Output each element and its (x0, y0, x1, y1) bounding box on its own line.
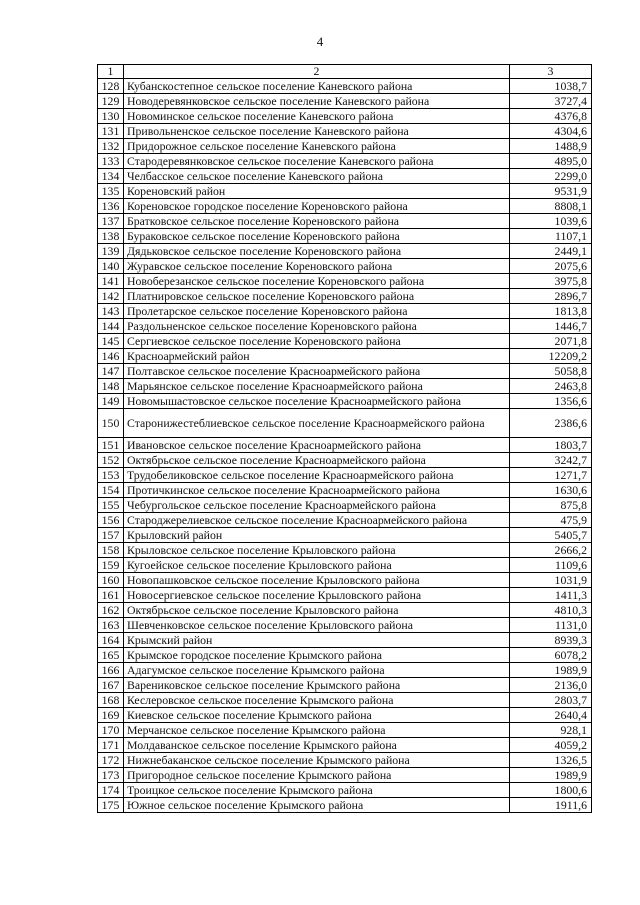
row-value: 1271,7 (510, 468, 592, 483)
row-number: 163 (98, 618, 124, 633)
table-row (98, 334, 592, 349)
row-name: Кореновское городское поселение Кореновского района (124, 199, 510, 214)
row-value: 8939,3 (510, 633, 592, 648)
row-name: Сергиевское сельское поселение Кореновского района (124, 334, 510, 349)
row-value: 2299,0 (510, 169, 592, 184)
table-row (98, 603, 592, 618)
row-value: 1813,8 (510, 304, 592, 319)
row-number: 155 (98, 498, 124, 513)
row-number: 164 (98, 633, 124, 648)
row-value: 1326,5 (510, 753, 592, 768)
row-name: Крымское городское поселение Крымского района (124, 648, 510, 663)
row-value: 2449,1 (510, 244, 592, 259)
row-number: 142 (98, 289, 124, 304)
table-row (98, 169, 592, 184)
row-number: 147 (98, 364, 124, 379)
row-value: 4895,0 (510, 154, 592, 169)
row-name: Дядьковское сельское поселение Кореновского района (124, 244, 510, 259)
row-value: 1038,7 (510, 79, 592, 94)
row-name: Придорожное сельское поселение Каневского района (124, 139, 510, 154)
table-row (98, 783, 592, 798)
table-row (98, 798, 592, 813)
row-value: 4059,2 (510, 738, 592, 753)
row-value: 2075,6 (510, 259, 592, 274)
row-value: 1989,9 (510, 768, 592, 783)
row-number: 157 (98, 528, 124, 543)
row-name: Братковское сельское поселение Кореновского района (124, 214, 510, 229)
row-value: 12209,2 (510, 349, 592, 364)
table-row (98, 124, 592, 139)
table-row (98, 94, 592, 109)
table-row (98, 678, 592, 693)
row-value: 3727,4 (510, 94, 592, 109)
row-number: 139 (98, 244, 124, 259)
table-row (98, 753, 592, 768)
table-row (98, 364, 592, 379)
row-name: Журавское сельское поселение Кореновского района (124, 259, 510, 274)
row-number: 132 (98, 139, 124, 154)
row-value: 1107,1 (510, 229, 592, 244)
table-row (98, 79, 592, 94)
table-row (98, 768, 592, 783)
table-row (98, 543, 592, 558)
row-name: Крыловский район (124, 528, 510, 543)
row-value: 2666,2 (510, 543, 592, 558)
row-name: Полтавское сельское поселение Красноармейского района (124, 364, 510, 379)
table-row (98, 738, 592, 753)
table-row (98, 139, 592, 154)
row-number: 162 (98, 603, 124, 618)
row-name: Адагумское сельское поселение Крымского района (124, 663, 510, 678)
table-row (98, 109, 592, 124)
row-name: Октябрьское сельское поселение Крыловского района (124, 603, 510, 618)
row-name: Новодеревянковское сельское поселение Каневского района (124, 94, 510, 109)
row-number: 166 (98, 663, 124, 678)
table-row (98, 259, 592, 274)
row-name: Мерчанское сельское поселение Крымского района (124, 723, 510, 738)
table-row (98, 349, 592, 364)
table-row (98, 498, 592, 513)
row-name: Новосергиевское сельское поселение Крыловского района (124, 588, 510, 603)
row-number: 135 (98, 184, 124, 199)
table-row (98, 154, 592, 169)
row-name: Староджерелиевское сельское поселение Красноармейского района (124, 513, 510, 528)
row-value: 2463,8 (510, 379, 592, 394)
table-header-row (98, 65, 592, 79)
row-number: 160 (98, 573, 124, 588)
table-row (98, 244, 592, 259)
row-number: 159 (98, 558, 124, 573)
row-value: 2136,0 (510, 678, 592, 693)
table-row (98, 573, 592, 588)
row-number: 140 (98, 259, 124, 274)
row-number: 168 (98, 693, 124, 708)
table-row (98, 483, 592, 498)
table-row (98, 184, 592, 199)
row-name: Раздольненское сельское поселение Кореновского района (124, 319, 510, 334)
row-name: Кеслеровское сельское поселение Крымского района (124, 693, 510, 708)
row-number: 134 (98, 169, 124, 184)
table-row (98, 588, 592, 603)
row-name: Челбасское сельское поселение Каневского района (124, 169, 510, 184)
row-value: 5058,8 (510, 364, 592, 379)
row-value: 1411,3 (510, 588, 592, 603)
row-value: 1356,6 (510, 394, 592, 409)
row-value: 1039,6 (510, 214, 592, 229)
row-number: 146 (98, 349, 124, 364)
column-header-name: 2 (124, 65, 510, 79)
row-value: 2896,7 (510, 289, 592, 304)
row-value: 475,9 (510, 513, 592, 528)
row-number: 130 (98, 109, 124, 124)
row-number: 137 (98, 214, 124, 229)
row-value: 1803,7 (510, 438, 592, 453)
table-row (98, 289, 592, 304)
column-header-number: 1 (98, 65, 124, 79)
row-name: Крыловское сельское поселение Крыловского района (124, 543, 510, 558)
table-row (98, 723, 592, 738)
table-row (98, 409, 592, 438)
row-number: 131 (98, 124, 124, 139)
table-row (98, 379, 592, 394)
row-name: Красноармейский район (124, 349, 510, 364)
row-number: 165 (98, 648, 124, 663)
row-number: 175 (98, 798, 124, 813)
row-value: 1630,6 (510, 483, 592, 498)
row-value: 1446,7 (510, 319, 592, 334)
table-row (98, 214, 592, 229)
row-value: 5405,7 (510, 528, 592, 543)
table-row (98, 199, 592, 214)
row-number: 149 (98, 394, 124, 409)
row-name: Трудобеликовское сельское поселение Красноармейского района (124, 468, 510, 483)
table-row (98, 274, 592, 289)
row-number: 167 (98, 678, 124, 693)
row-number: 148 (98, 379, 124, 394)
row-value: 1031,9 (510, 573, 592, 588)
row-name: Пригородное сельское поселение Крымского района (124, 768, 510, 783)
table-row (98, 558, 592, 573)
row-name: Шевченковское сельское поселение Крыловского района (124, 618, 510, 633)
column-header-value: 3 (510, 65, 592, 79)
table-row (98, 648, 592, 663)
page-number: 4 (316, 34, 324, 49)
row-name: Нижнебаканское сельское поселение Крымского района (124, 753, 510, 768)
table-row (98, 633, 592, 648)
row-name: Бураковское сельское поселение Кореновского района (124, 229, 510, 244)
row-name: Марьянское сельское поселение Красноармейского района (124, 379, 510, 394)
row-number: 129 (98, 94, 124, 109)
budget-table (97, 64, 592, 813)
row-name: Южное сельское поселение Крымского района (124, 798, 510, 813)
row-value: 1131,0 (510, 618, 592, 633)
row-value: 9531,9 (510, 184, 592, 199)
table-body (98, 79, 592, 813)
table-row (98, 618, 592, 633)
row-value: 3975,8 (510, 274, 592, 289)
table-row (98, 304, 592, 319)
table-row (98, 229, 592, 244)
row-number: 150 (98, 409, 124, 438)
row-value: 6078,2 (510, 648, 592, 663)
table-row (98, 453, 592, 468)
table-row (98, 708, 592, 723)
row-number: 136 (98, 199, 124, 214)
row-number: 152 (98, 453, 124, 468)
row-value: 2803,7 (510, 693, 592, 708)
row-name: Ивановское сельское поселение Красноармейского района (124, 438, 510, 453)
row-name: Кугоейское сельское поселение Крыловского района (124, 558, 510, 573)
row-name: Пролетарское сельское поселение Кореновского района (124, 304, 510, 319)
table-row (98, 319, 592, 334)
row-number: 151 (98, 438, 124, 453)
row-number: 173 (98, 768, 124, 783)
row-name: Стародеревянковское сельское поселение Каневского района (124, 154, 510, 169)
row-value: 8808,1 (510, 199, 592, 214)
row-value: 4376,8 (510, 109, 592, 124)
row-number: 144 (98, 319, 124, 334)
row-number: 141 (98, 274, 124, 289)
row-name: Новомышастовское сельское поселение Красноармейского района (124, 394, 510, 409)
row-number: 143 (98, 304, 124, 319)
row-name: Старонижестеблиевское сельское поселение Красноармейского района (124, 409, 510, 438)
row-value: 3242,7 (510, 453, 592, 468)
row-number: 170 (98, 723, 124, 738)
row-number: 156 (98, 513, 124, 528)
row-number: 161 (98, 588, 124, 603)
row-number: 145 (98, 334, 124, 349)
row-value: 1911,6 (510, 798, 592, 813)
row-name: Крымский район (124, 633, 510, 648)
row-name: Молдаванское сельское поселение Крымского района (124, 738, 510, 753)
table-row (98, 513, 592, 528)
row-name: Троицкое сельское поселение Крымского района (124, 783, 510, 798)
row-name: Киевское сельское поселение Крымского района (124, 708, 510, 723)
row-name: Новоберезанское сельское поселение Кореновского района (124, 274, 510, 289)
table-row (98, 663, 592, 678)
row-name: Октябрьское сельское поселение Красноармейского района (124, 453, 510, 468)
row-name: Новопашковское сельское поселение Крыловского района (124, 573, 510, 588)
row-name: Платнировское сельское поселение Кореновского района (124, 289, 510, 304)
row-number: 171 (98, 738, 124, 753)
row-name: Новоминское сельское поселение Каневского района (124, 109, 510, 124)
row-value: 875,8 (510, 498, 592, 513)
table-row (98, 693, 592, 708)
row-name: Кубанскостепное сельское поселение Каневского района (124, 79, 510, 94)
table-row (98, 528, 592, 543)
row-value: 2071,8 (510, 334, 592, 349)
row-number: 154 (98, 483, 124, 498)
row-value: 1109,6 (510, 558, 592, 573)
row-value: 1488,9 (510, 139, 592, 154)
row-value: 2386,6 (510, 409, 592, 438)
row-value: 4304,6 (510, 124, 592, 139)
row-value: 2640,4 (510, 708, 592, 723)
row-value: 1989,9 (510, 663, 592, 678)
row-number: 169 (98, 708, 124, 723)
row-name: Привольненское сельское поселение Каневского района (124, 124, 510, 139)
row-value: 928,1 (510, 723, 592, 738)
table-row (98, 438, 592, 453)
row-number: 174 (98, 783, 124, 798)
row-name: Протичкинское сельское поселение Красноармейского района (124, 483, 510, 498)
row-number: 158 (98, 543, 124, 558)
row-name: Варениковское сельское поселение Крымского района (124, 678, 510, 693)
row-number: 128 (98, 79, 124, 94)
row-value: 1800,6 (510, 783, 592, 798)
row-name: Чебургольское сельское поселение Красноармейского района (124, 498, 510, 513)
table-row (98, 468, 592, 483)
row-value: 4810,3 (510, 603, 592, 618)
row-name: Кореновский район (124, 184, 510, 199)
row-number: 153 (98, 468, 124, 483)
row-number: 172 (98, 753, 124, 768)
row-number: 138 (98, 229, 124, 244)
table-row (98, 394, 592, 409)
row-number: 133 (98, 154, 124, 169)
